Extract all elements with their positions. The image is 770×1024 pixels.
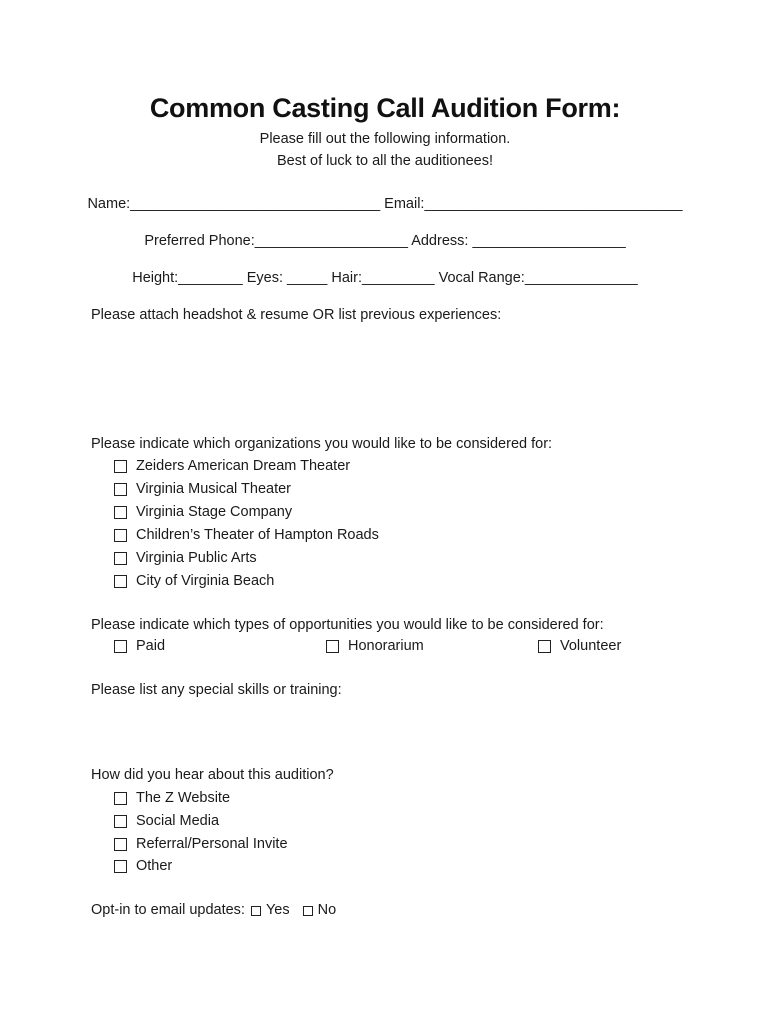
organizations-prompt: Please indicate which organizations you would like to be considered for: bbox=[91, 436, 553, 452]
email-optin-row bbox=[91, 902, 336, 918]
heard-option[interactable] bbox=[114, 836, 288, 852]
organization-option[interactable] bbox=[114, 504, 292, 520]
subtitle-line-2: Best of luck to all the auditionees! bbox=[276, 153, 494, 169]
optin-yes-label: Yes bbox=[265, 902, 290, 918]
checkbox[interactable] bbox=[114, 552, 127, 565]
heard-prompt: How did you hear about this audition? bbox=[91, 767, 334, 783]
checkbox[interactable] bbox=[538, 640, 551, 653]
opportunity-option-honorarium[interactable] bbox=[326, 638, 424, 654]
checkbox[interactable] bbox=[114, 860, 127, 873]
name-email-field-row[interactable]: Name:_______________________________ Email:________________________________ bbox=[87, 196, 683, 212]
optin-no-label: No bbox=[317, 902, 337, 918]
heard-option[interactable] bbox=[114, 813, 219, 829]
checkbox[interactable] bbox=[114, 640, 127, 653]
organization-option[interactable] bbox=[114, 573, 274, 589]
form-title: Common Casting Call Audition Form: bbox=[149, 93, 621, 123]
phone-address-field-row[interactable]: Preferred Phone:___________________ Address: ___________________ bbox=[144, 233, 626, 249]
organization-option[interactable] bbox=[114, 527, 379, 543]
checkbox[interactable] bbox=[326, 640, 339, 653]
organization-label: City of Virginia Beach bbox=[136, 573, 275, 589]
organization-option[interactable] bbox=[114, 481, 291, 497]
checkbox[interactable] bbox=[114, 460, 127, 473]
checkbox[interactable] bbox=[114, 506, 127, 519]
opportunity-option-paid[interactable] bbox=[114, 638, 165, 654]
organization-label: Children’s Theater of Hampton Roads bbox=[136, 527, 379, 543]
opportunity-label: Paid bbox=[136, 638, 166, 654]
optin-no-checkbox[interactable] bbox=[303, 906, 313, 916]
checkbox[interactable] bbox=[114, 529, 127, 542]
heard-label: Social Media bbox=[136, 813, 220, 829]
heard-label: Other bbox=[136, 858, 173, 874]
heard-option[interactable] bbox=[114, 858, 172, 874]
organization-option[interactable] bbox=[114, 550, 257, 566]
skills-prompt: Please list any special skills or training: bbox=[91, 682, 342, 698]
organization-label: Virginia Stage Company bbox=[136, 504, 293, 520]
heard-label: Referral/Personal Invite bbox=[136, 836, 288, 852]
physical-attributes-field-row[interactable]: Height:________ Eyes: _____ Hair:_________ Vocal Range:______________ bbox=[132, 270, 638, 286]
headshot-prompt: Please attach headshot & resume OR list previous experiences: bbox=[91, 307, 502, 323]
optin-label: Opt-in to email updates: bbox=[91, 902, 245, 918]
opportunities-prompt: Please indicate which types of opportunities you would like to be considered for: bbox=[91, 617, 604, 633]
checkbox[interactable] bbox=[114, 483, 127, 496]
checkbox[interactable] bbox=[114, 575, 127, 588]
checkbox[interactable] bbox=[114, 838, 127, 851]
heard-option[interactable] bbox=[114, 790, 230, 806]
organization-label: Virginia Musical Theater bbox=[136, 481, 292, 497]
heard-label: The Z Website bbox=[136, 790, 231, 806]
organization-option[interactable] bbox=[114, 458, 350, 474]
opportunity-label: Volunteer bbox=[560, 638, 622, 654]
organization-label: Virginia Public Arts bbox=[136, 550, 257, 566]
opportunity-label: Honorarium bbox=[348, 638, 424, 654]
checkbox[interactable] bbox=[114, 815, 127, 828]
subtitle-line-1: Please fill out the following information. bbox=[259, 131, 511, 147]
optin-yes-checkbox[interactable] bbox=[251, 906, 261, 916]
checkbox[interactable] bbox=[114, 792, 127, 805]
opportunity-option-volunteer[interactable] bbox=[538, 638, 621, 654]
organization-label: Zeiders American Dream Theater bbox=[136, 458, 351, 474]
